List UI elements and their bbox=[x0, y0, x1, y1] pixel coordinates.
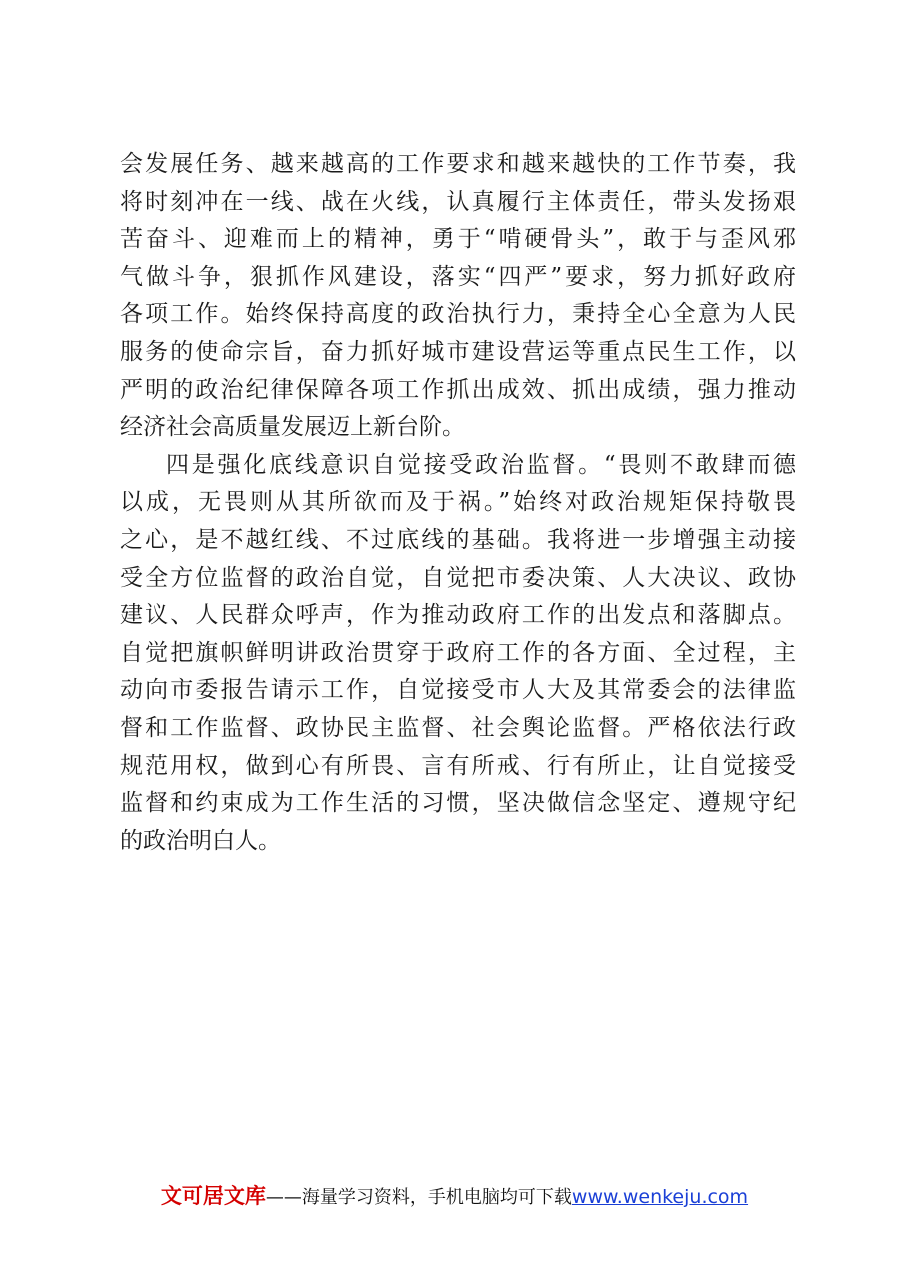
text-line: 规范用权，做到心有所畏、言有所戒、行有所止，让自觉接受 bbox=[120, 752, 796, 779]
text-line: 气做斗争，狠抓作风建设，落实“四严”要求，努力抓好政府 bbox=[120, 263, 796, 290]
text-line: 严明的政治纪律保障各项工作抓出成效、抓出成绩，强力推动 bbox=[120, 376, 796, 403]
footer-slogan: ——海量学习资料，手机电脑均可下载 bbox=[265, 1187, 572, 1208]
brand-name: 文可居文库 bbox=[160, 1184, 266, 1208]
text-line: 苦奋斗、迎难而上的精神，勇于“啃硬骨头”，敢于与歪风邪 bbox=[120, 226, 796, 253]
text-line: 建议、人民群众呼声，作为推动政府工作的出发点和落脚点。 bbox=[120, 602, 796, 629]
text-line: 动向市委报告请示工作，自觉接受市人大及其常委会的法律监 bbox=[120, 677, 796, 704]
text-line: 经济社会高质量发展迈上新台阶。 bbox=[120, 414, 465, 441]
paragraph-heading-line: 四是强化底线意识自觉接受政治监督。“畏则不敢肆而德 bbox=[166, 451, 796, 478]
document-body bbox=[120, 146, 796, 860]
text-line: 的政治明白人。 bbox=[120, 827, 281, 854]
text-line: 督和工作监督、政协民主监督、社会舆论监督。严格依法行政 bbox=[120, 714, 796, 741]
text-line: 之心，是不越红线、不过底线的基础。我将进一步增强主动接 bbox=[120, 526, 796, 553]
footer-banner bbox=[0, 1181, 909, 1213]
text-line: 监督和约束成为工作生活的习惯，坚决做信念坚定、遵规守纪 bbox=[120, 790, 796, 817]
text-line: 自觉把旗帜鲜明讲政治贯穿于政府工作的各方面、全过程，主 bbox=[120, 639, 796, 666]
text-line: 将时刻冲在一线、战在火线，认真履行主体责任，带头发扬艰 bbox=[120, 188, 796, 215]
text-line: 服务的使命宗旨，奋力抓好城市建设营运等重点民生工作，以 bbox=[120, 338, 796, 365]
text-line: 以成，无畏则从其所欲而及于祸。”始终对政治规矩保持敬畏 bbox=[120, 489, 796, 516]
text-line: 受全方位监督的政治自觉，自觉把市委决策、人大决议、政协 bbox=[120, 564, 796, 591]
text-line: 各项工作。始终保持高度的政治执行力，秉持全心全意为人民 bbox=[120, 301, 796, 328]
website-link[interactable]: www.wenkeju.com bbox=[571, 1186, 749, 1208]
text-line: 会发展任务、越来越高的工作要求和越来越快的工作节奏，我 bbox=[120, 151, 796, 177]
